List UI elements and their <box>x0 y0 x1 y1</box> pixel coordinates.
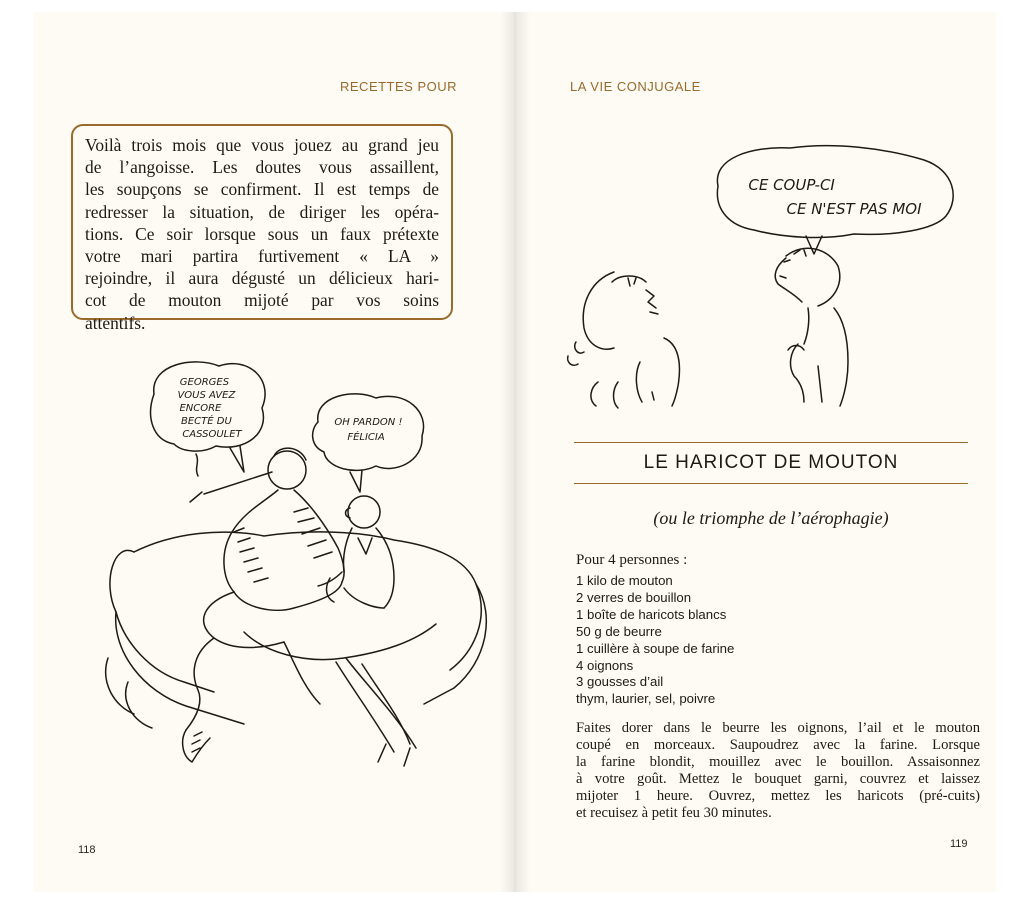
intro-text-box <box>71 124 453 333</box>
right-page <box>514 12 996 892</box>
intro-line: redresser la situation, de diriger les opéra- <box>85 201 439 222</box>
method-line: mijoter 1 heure. Ouvrez, mettez les haricots (pré-cuits) <box>576 787 980 804</box>
intro-line: rejoindre, il aura dégusté un délicieux hari- <box>85 268 439 289</box>
running-head-left: RECETTES POUR <box>340 79 458 94</box>
left-page <box>34 12 514 892</box>
method-line: Faites dorer dans le beurre les oignons, l’ail et le mouton <box>576 720 980 736</box>
page-number-left: 118 <box>78 844 96 856</box>
bubble-woman-line: CASSOULET <box>182 429 242 440</box>
bubble-woman-line: GEORGES <box>179 377 230 388</box>
ingredient-item: 4 oignons <box>576 657 634 673</box>
ingredient-list <box>576 573 734 708</box>
recipe-title: LE HARICOT DE MOUTON <box>643 452 899 473</box>
ingredient-item: thym, laurier, sel, poivre <box>576 691 716 707</box>
ingredient-item: 50 g de beurre <box>576 623 662 639</box>
intro-line: de l’angoisse. Les doutes vous assaillent, <box>85 157 439 178</box>
couple-on-sofa-illustration <box>94 352 504 792</box>
bubble-woman-line: VOUS AVEZ <box>177 390 236 401</box>
bubble-line: CE N'EST PAS MOI <box>786 200 922 218</box>
recipe-subtitle: (ou le triomphe de l’aérophagie) <box>653 508 889 528</box>
running-head-right: LA VIE CONJUGALE <box>570 79 701 94</box>
title-rule-top <box>574 442 968 443</box>
bubble-woman-line: BECTÉ DU <box>181 416 232 427</box>
two-heads-illustration <box>554 130 974 420</box>
ingredient-item: 1 kilo de mouton <box>576 573 673 588</box>
method-line: coupé en morceaux. Saupoudrez avec la farine. Lorsque <box>576 736 980 753</box>
intro-line: les soupçons se confirment. Il est temps de <box>85 179 439 200</box>
ingredient-item: 3 gousses d’ail <box>576 674 664 690</box>
intro-line: attentifs. <box>85 312 146 333</box>
bubble-man-line: FÉLICIA <box>347 432 385 443</box>
ingredient-item: 1 cuillère à soupe de farine <box>576 640 735 656</box>
intro-line: Voilà trois mois que vous jouez au grand jeu <box>85 135 439 155</box>
method-line: et recuisez à petit feu 30 minutes. <box>576 804 772 821</box>
svg-text:CE COUP-CI CE N'EST PAS <box>748 176 922 218</box>
bubble-woman-line: ENCORE <box>179 403 222 414</box>
method-line: la farine blondit, mouillez avec le bouillon. Assaisonnez <box>576 753 980 770</box>
recipe-method <box>576 720 980 821</box>
ingredient-item: 1 boîte de haricots blancs <box>576 606 727 622</box>
intro-line: votre mari partira furtivement « LA » <box>85 246 439 267</box>
serves-label: Pour 4 personnes : <box>576 552 688 568</box>
intro-line: tions. Ce soir lorsque sous un faux prétexte <box>85 223 439 244</box>
bubble-line: CE COUP-CI <box>748 176 835 194</box>
method-line: à votre goût. Mettez le bouquet garni, couvrez et laissez <box>576 770 980 787</box>
svg-text:OH PARDON ! FÉLICIA <box>334 417 405 443</box>
title-rule-bottom <box>574 483 968 484</box>
intro-line: cot de mouton mijoté par vos soins <box>85 290 439 311</box>
svg-text:GEORGES VOUS AVEZ <box>177 377 242 440</box>
ingredient-item: 2 verres de bouillon <box>576 589 692 605</box>
bubble-man-line: OH PARDON ! <box>334 417 403 428</box>
page-number-right: 119 <box>950 838 968 850</box>
